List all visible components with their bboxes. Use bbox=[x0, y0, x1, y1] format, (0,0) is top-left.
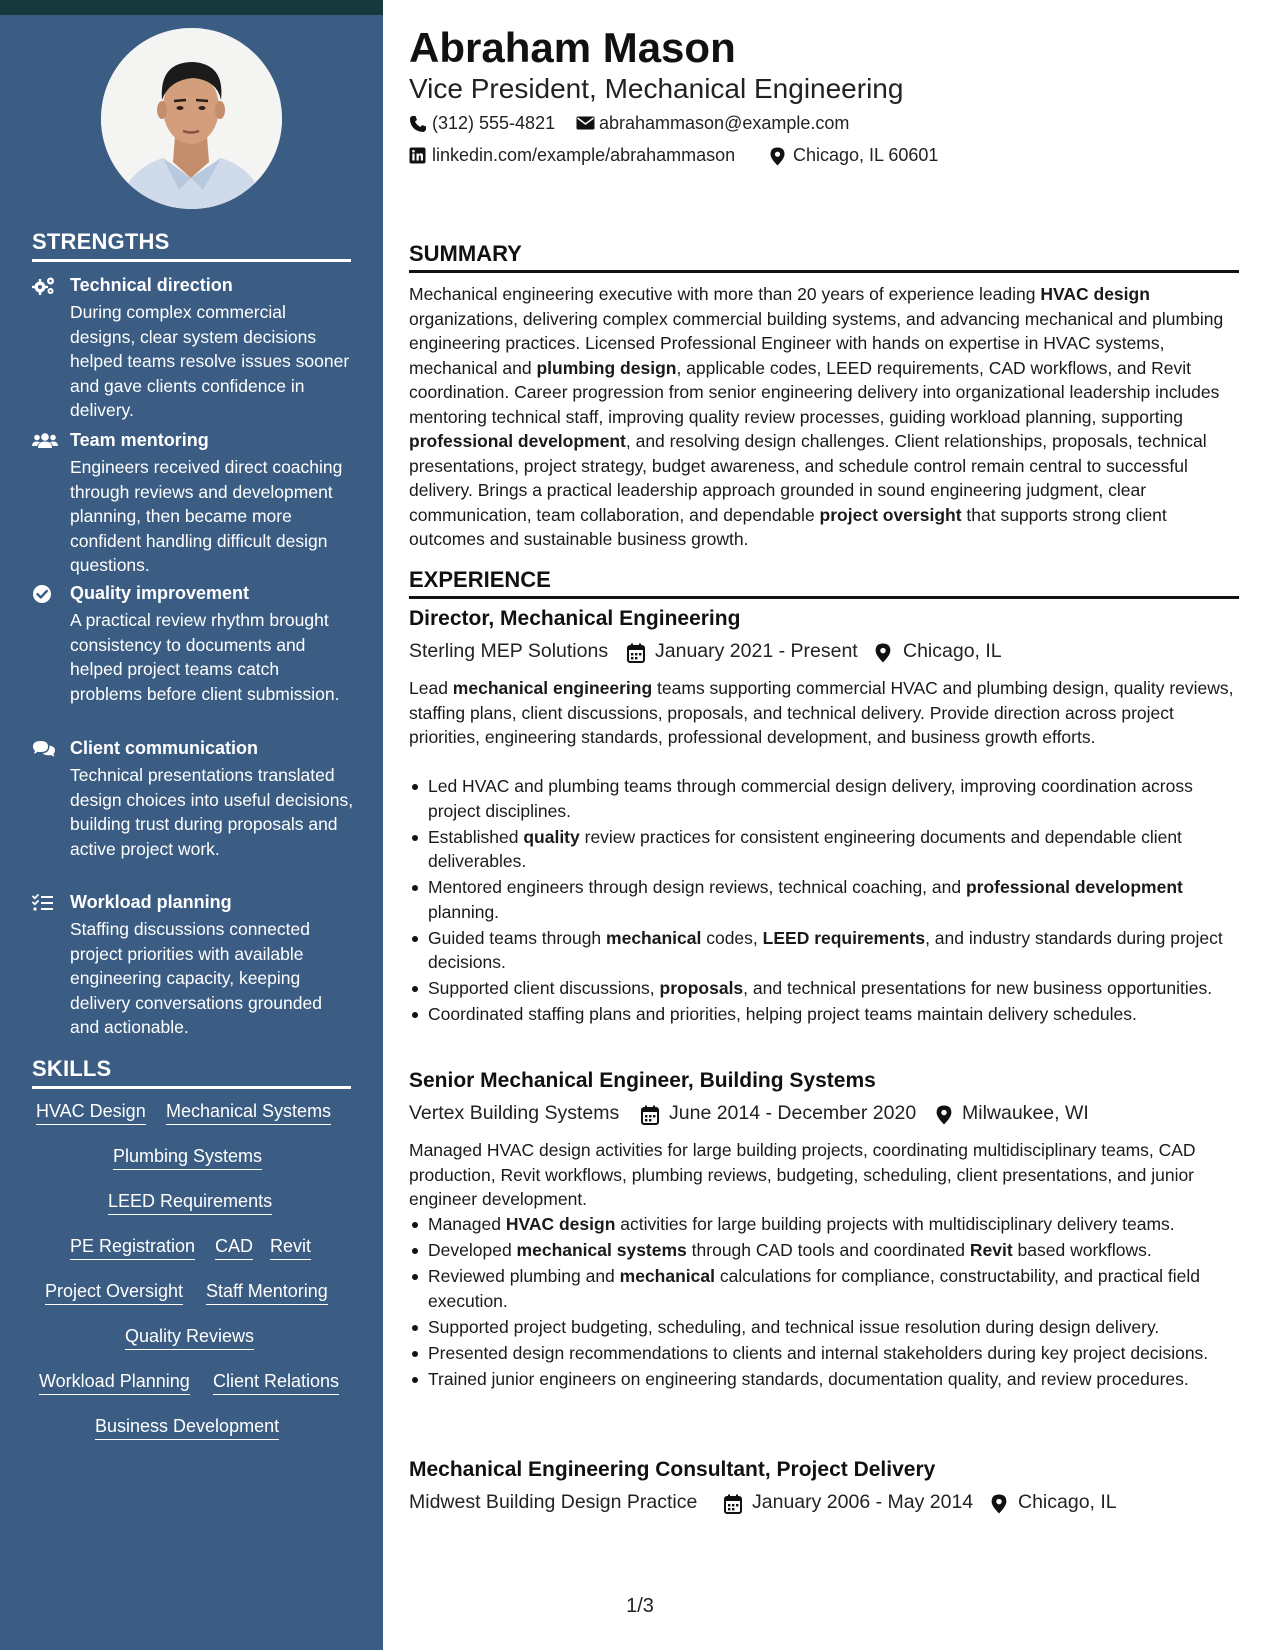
text-run: that supports strong client outcomes and sustainable business growth. bbox=[409, 504, 1167, 549]
bullet-item bbox=[409, 1341, 1239, 1366]
strength-description: A practical review rhythm brought consistency to documents and helped project teams catch problems before client submission. bbox=[70, 610, 340, 704]
emphasis-text: mechanical bbox=[606, 927, 702, 948]
text-run: based workflows. bbox=[1012, 1240, 1152, 1260]
text-run: , and technical presentations for new business opportunities. bbox=[743, 978, 1213, 998]
bullet-item bbox=[409, 1315, 1239, 1340]
text-run: Managed bbox=[428, 1214, 506, 1234]
users-icon bbox=[32, 431, 56, 451]
contact-phone bbox=[409, 113, 569, 137]
job-summary bbox=[409, 1138, 1239, 1212]
text-run: Led HVAC and plumbing teams through commercial design delivery, improving coordination across project disciplines. bbox=[428, 776, 1193, 821]
skill-tag: Plumbing Systems bbox=[113, 1146, 262, 1170]
candidate-role: Vice President, Mechanical Engineering bbox=[409, 73, 904, 104]
skill-tag: Client Relations bbox=[213, 1371, 339, 1395]
text-run: , applicable codes, LEED requirements, CAD workflows, and Revit coordination. Career progression from senior engineering delivery into organizational leadership includes mentoring technical staff, improving quality review processes, guiding workload planning, supporting bbox=[409, 357, 1220, 427]
summary-heading: SUMMARY bbox=[409, 241, 1239, 273]
strength-description: Staffing discussions connected project priorities with available engineering capacity, keeping delivery conversations grounded and actionable. bbox=[70, 919, 322, 1037]
skill-tag: LEED Requirements bbox=[108, 1191, 272, 1215]
comments-icon bbox=[32, 739, 56, 759]
emphasis-text: mechanical engineering bbox=[452, 678, 653, 698]
sidebar-top-strip bbox=[0, 0, 383, 15]
linkedin-text: linkedin.com/example/abrahammason bbox=[432, 145, 736, 165]
calendar-icon bbox=[627, 643, 645, 663]
text-run: review practices for consistent engineering documents and dependable client deliverables. bbox=[428, 826, 1182, 871]
text-run: through CAD tools and coordinated bbox=[686, 1240, 970, 1260]
skill-tag: Staff Mentoring bbox=[206, 1281, 328, 1305]
bullet-item bbox=[409, 976, 1239, 1001]
skill-tag: CAD bbox=[215, 1236, 253, 1260]
text-run: organizations, delivering complex commercial building systems, and advancing mechanical and plumbing engineering practices. Licensed Professional Engineer with hands on expertise in HVAC systems, mechanical and bbox=[409, 308, 1224, 378]
job-meta bbox=[409, 1491, 1239, 1517]
calendar-icon bbox=[724, 1494, 742, 1514]
job-title: Senior Mechanical Engineer, Building Systems bbox=[409, 1069, 876, 1092]
job-title: Mechanical Engineering Consultant, Project Delivery bbox=[409, 1458, 936, 1481]
profile-photo bbox=[101, 28, 282, 209]
text-run: Guided teams through bbox=[428, 927, 607, 948]
text-run: activities for large building projects with multidisciplinary delivery teams. bbox=[615, 1214, 1175, 1234]
text-run: Presented design recommendations to clients and internal stakeholders during key project decisions. bbox=[428, 1342, 1209, 1363]
text-run: Mechanical engineering executive with more than 20 years of experience leading bbox=[409, 284, 1041, 304]
job-location: Chicago, IL bbox=[1018, 1491, 1117, 1513]
emphasis-text: quality bbox=[523, 826, 580, 847]
map-pin-icon bbox=[936, 1105, 952, 1125]
job-title: Director, Mechanical Engineering bbox=[409, 607, 741, 630]
skill-tag: Business Development bbox=[95, 1416, 279, 1440]
contact-linkedin bbox=[409, 145, 749, 169]
strength-description: Engineers received direct coaching through reviews and development planning, then became more confident handling difficult design questions. bbox=[70, 457, 343, 575]
bullet-item bbox=[409, 926, 1239, 975]
phone-icon bbox=[409, 115, 427, 133]
text-run: Trained junior engineers on engineering standards, documentation quality, and review procedures. bbox=[428, 1368, 1189, 1389]
text-run: teams supporting commercial HVAC and plumbing design, quality reviews, staffing plans, client discussions, proposals, and technical delivery. Provide direction across project priorities, engineering standards, professional development, and business growth efforts. bbox=[409, 678, 1234, 747]
strength-title: Workload planning bbox=[70, 892, 232, 912]
emphasis-text: HVAC design bbox=[1040, 284, 1150, 304]
phone-text: (312) 555-4821 bbox=[432, 113, 556, 133]
strength-title: Technical direction bbox=[70, 275, 233, 295]
strength-title: Client communication bbox=[70, 738, 259, 758]
emphasis-text: mechanical bbox=[619, 1266, 715, 1286]
text-run: Established bbox=[428, 826, 524, 847]
bullet-item bbox=[409, 1002, 1239, 1027]
strength-title: Team mentoring bbox=[70, 430, 209, 450]
job-dates: January 2021 - Present bbox=[655, 640, 858, 662]
skill-tag: Revit bbox=[270, 1236, 311, 1260]
emphasis-text: project oversight bbox=[819, 504, 962, 525]
company-name: Sterling MEP Solutions bbox=[409, 640, 609, 662]
job-location: Milwaukee, WI bbox=[962, 1102, 1089, 1124]
contact-location bbox=[770, 145, 970, 169]
skill-tag: Mechanical Systems bbox=[166, 1101, 331, 1125]
summary-text bbox=[409, 282, 1239, 552]
checklist-icon bbox=[32, 893, 56, 913]
strength-description: Technical presentations translated design choices into useful decisions, building trust during proposals and active project work. bbox=[70, 765, 354, 859]
job-meta bbox=[409, 1102, 1239, 1128]
page-number: 1/3 bbox=[626, 1595, 654, 1617]
job-dates: January 2006 - May 2014 bbox=[752, 1491, 974, 1513]
emphasis-text: HVAC design bbox=[505, 1214, 616, 1234]
job-dates: June 2014 - December 2020 bbox=[669, 1102, 917, 1124]
calendar-icon bbox=[641, 1105, 659, 1125]
job-location: Chicago, IL bbox=[903, 640, 1002, 662]
skill-tag: Workload Planning bbox=[39, 1371, 190, 1395]
company-name: Vertex Building Systems bbox=[409, 1102, 620, 1124]
text-run: Supported client discussions, bbox=[428, 978, 660, 998]
text-run: Developed bbox=[428, 1240, 517, 1260]
bullet-item bbox=[409, 774, 1239, 823]
candidate-name: Abraham Mason bbox=[409, 24, 736, 71]
job-bullets bbox=[409, 1212, 1239, 1393]
check-circle-icon bbox=[32, 584, 56, 604]
job-meta bbox=[409, 640, 1239, 666]
bullet-item bbox=[409, 825, 1239, 874]
text-run: , and industry standards during project decisions. bbox=[428, 927, 1223, 972]
map-pin-icon bbox=[991, 1494, 1007, 1514]
strength-title: Quality improvement bbox=[70, 583, 250, 603]
skill-tag: Project Oversight bbox=[45, 1281, 183, 1305]
text-run: Coordinated staffing plans and priorities, helping project teams maintain delivery schedules. bbox=[428, 1004, 1137, 1024]
job-bullets bbox=[409, 774, 1239, 1028]
text-run: Lead bbox=[409, 678, 453, 698]
emphasis-text: Revit bbox=[969, 1240, 1013, 1260]
emphasis-text: LEED requirements bbox=[762, 927, 926, 948]
sidebar bbox=[0, 15, 383, 1650]
gears-icon bbox=[32, 276, 56, 296]
company-name: Midwest Building Design Practice bbox=[409, 1491, 698, 1513]
skill-tag: Quality Reviews bbox=[125, 1326, 254, 1350]
emphasis-text: professional development bbox=[409, 431, 626, 451]
text-run: , and resolving design challenges. Client relationships, proposals, technical presentations, project strategy, budget awareness, and schedule control remain central to successful delivery. Brings a practical leadership approach grounded in sound engineering judgment, clear communication, team collaboration, and dependable bbox=[409, 431, 1207, 525]
emphasis-text: proposals bbox=[659, 978, 744, 998]
bullet-item bbox=[409, 1367, 1239, 1392]
text-run: planning. bbox=[428, 901, 500, 922]
text-run: Supported project budgeting, scheduling, and technical issue resolution during design delivery. bbox=[428, 1316, 1160, 1337]
emphasis-text: mechanical systems bbox=[516, 1240, 687, 1260]
location-text: Chicago, IL 60601 bbox=[793, 145, 939, 165]
skill-tag: HVAC Design bbox=[36, 1101, 146, 1125]
email-text: abrahammason@example.com bbox=[599, 113, 850, 133]
bullet-item bbox=[409, 1212, 1239, 1237]
emphasis-text: plumbing design bbox=[536, 357, 677, 378]
text-run: Reviewed plumbing and bbox=[428, 1266, 620, 1286]
skill-tag: PE Registration bbox=[70, 1236, 195, 1260]
text-run: Mentored engineers through design reviews, technical coaching, and bbox=[428, 877, 966, 897]
map-pin-icon bbox=[875, 643, 891, 663]
emphasis-text: professional development bbox=[965, 877, 1183, 897]
strength-description: During complex commercial designs, clear system decisions helped teams resolve issues sooner and gave clients confidence in delivery. bbox=[70, 302, 350, 420]
text-run: Managed HVAC design activities for large building projects, coordinating multidisciplinary teams, CAD production, Revit workflows, plumbing reviews, budgeting, scheduling, client presentations, and junior engineer development. bbox=[409, 1140, 1196, 1209]
linkedin-icon bbox=[409, 147, 426, 164]
text-run: codes, bbox=[701, 927, 763, 948]
strengths-heading: STRENGTHS bbox=[32, 229, 351, 262]
bullet-item bbox=[409, 1264, 1239, 1313]
text-run: calculations for compliance, constructability, and practical field execution. bbox=[428, 1266, 1201, 1311]
contact-email bbox=[576, 113, 866, 137]
bullet-item bbox=[409, 875, 1239, 924]
envelope-icon bbox=[576, 115, 595, 131]
job-summary bbox=[409, 676, 1239, 750]
bullet-item bbox=[409, 1238, 1239, 1263]
experience-heading: EXPERIENCE bbox=[409, 567, 1239, 599]
map-pin-icon bbox=[770, 147, 785, 166]
skills-heading: SKILLS bbox=[32, 1056, 351, 1089]
